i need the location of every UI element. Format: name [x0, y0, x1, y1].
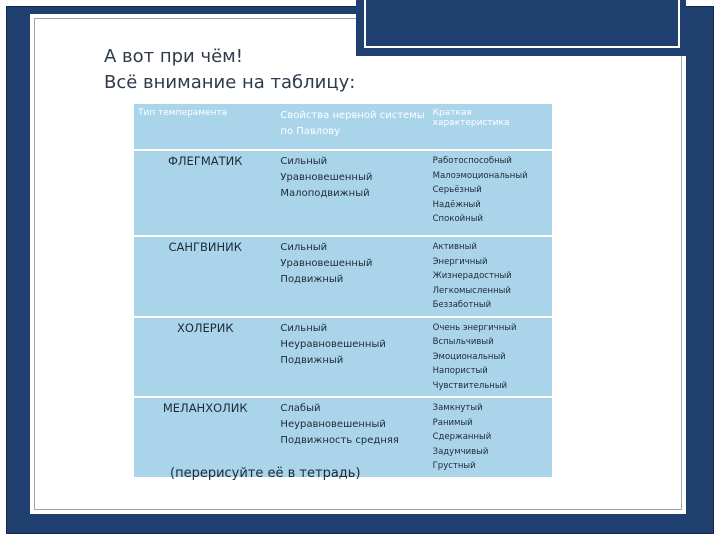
characteristic-item: Малоэмоциональный	[432, 170, 528, 181]
property-item: Сильный	[280, 322, 328, 334]
nervous-system-properties	[276, 317, 428, 398]
title-line-1: А вот при чём!	[104, 46, 243, 67]
redraw-note: (перерисуйте её в тетрадь)	[170, 466, 361, 481]
characteristic-item: Сдержанный	[432, 432, 492, 442]
property-item: Уравновешенный	[280, 258, 373, 269]
characteristic-item: Легкомысленный	[432, 285, 511, 296]
nervous-system-properties	[276, 150, 428, 236]
characteristic-item: Надёжный	[432, 199, 481, 210]
property-item: Малоподвижный	[280, 188, 370, 199]
temperament-table	[134, 104, 552, 479]
nervous-system-properties	[276, 236, 428, 317]
characteristic-item: Работоспособный	[432, 156, 512, 166]
slide-title	[104, 44, 355, 96]
characteristics	[429, 236, 552, 317]
temperament-type: МЕЛАНХОЛИК	[134, 397, 276, 478]
header-properties	[276, 104, 428, 150]
property-item: Подвижность средняя	[280, 435, 399, 446]
characteristic-item: Чувствительный	[432, 380, 508, 391]
characteristic-item: Беззаботный	[432, 300, 492, 310]
property-item: Сильный	[280, 156, 328, 167]
characteristic-item: Замкнутый	[432, 403, 483, 413]
table-row	[134, 150, 552, 236]
characteristic-item: Активный	[432, 242, 477, 252]
characteristic-item: Энергичный	[432, 256, 488, 267]
temperament-type: ХОЛЕРИК	[134, 317, 276, 398]
characteristic-item: Напористый	[432, 366, 488, 376]
header-characteristics: Краткая характеристика	[429, 104, 552, 150]
header-type: Тип темперамента	[134, 104, 276, 150]
table-row	[134, 317, 552, 398]
table-row	[134, 236, 552, 317]
characteristic-item: Жизнерадостный	[432, 271, 512, 281]
property-item: Уравновешенный	[280, 172, 373, 183]
property-item: Подвижный	[280, 354, 344, 366]
characteristic-item: Ранимый	[432, 417, 473, 428]
characteristics	[429, 317, 552, 398]
characteristic-item: Грустный	[432, 461, 476, 471]
characteristics	[429, 150, 552, 236]
temperament-type: САНГВИНИК	[134, 236, 276, 317]
temperament-type: ФЛЕГМАТИК	[134, 150, 276, 236]
characteristic-item: Серьёзный	[432, 185, 482, 195]
header-properties-line-2: по Павлову	[280, 126, 341, 137]
characteristic-item: Вспыльчивый	[432, 337, 494, 347]
property-item: Неуравновешенный	[280, 419, 386, 430]
accent-box-inner	[364, 0, 680, 48]
characteristics	[429, 397, 552, 478]
characteristic-item: Очень энергичный	[432, 322, 517, 333]
property-item: Сильный	[280, 242, 328, 253]
characteristic-item: Эмоциональный	[432, 351, 506, 362]
property-item: Слабый	[280, 403, 321, 414]
characteristic-item: Задумчивый	[432, 446, 489, 457]
header-properties-line-1: Свойства нервной системы	[280, 110, 425, 121]
property-item: Неуравновешенный	[280, 338, 386, 350]
characteristic-item: Спокойный	[432, 214, 483, 224]
property-item: Подвижный	[280, 274, 344, 285]
table-header-row	[134, 104, 552, 150]
title-line-2: Всё внимание на таблицу:	[104, 72, 356, 93]
